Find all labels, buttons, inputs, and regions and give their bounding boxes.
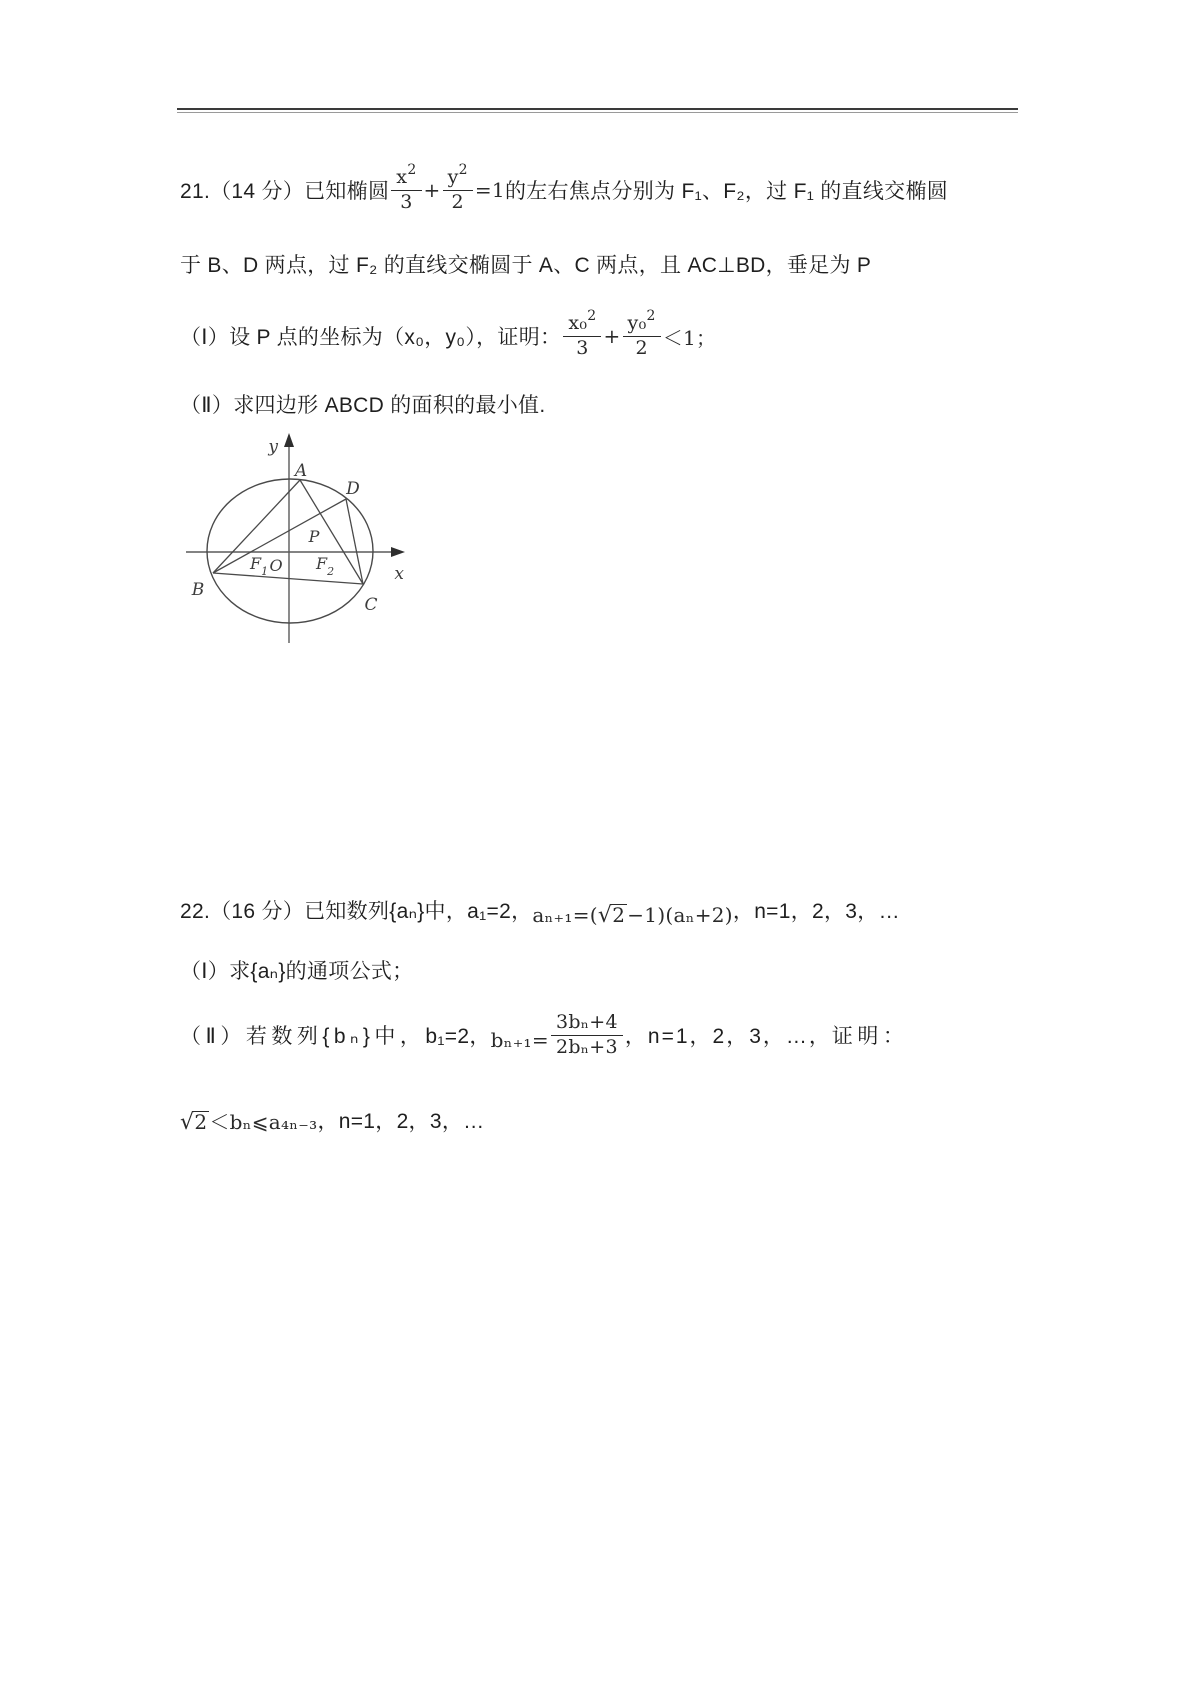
p22-part2-proof: 证明： xyxy=(831,1025,909,1048)
frac-sup: 2 xyxy=(646,307,656,324)
frac-sup: 2 xyxy=(407,161,417,178)
x-axis-arrow-icon xyxy=(391,547,405,557)
plus-sign: + xyxy=(423,178,441,202)
inequality-eq xyxy=(180,1106,317,1135)
frac-num-y0: y₀ xyxy=(627,311,647,334)
fraction-y2-over-2 xyxy=(443,161,473,214)
p22-part2-lead: （Ⅱ）若数列{bₙ}中， xyxy=(180,1025,426,1048)
eq-b-lhs: bₙ₊₁= xyxy=(490,1028,549,1052)
p21-line1-tail: 的左右焦点分别为 F₁、F₂，过 F₁ 的直线交椭圆 xyxy=(504,180,949,203)
frac-den-2bn3: 2bₙ+3 xyxy=(555,1035,618,1058)
segment-BC xyxy=(213,573,363,584)
p21-part2-text: （Ⅱ）求四边形 ABCD 的面积的最小值. xyxy=(180,394,546,417)
point-label-D: D xyxy=(346,479,360,499)
problem-22-line-4 xyxy=(180,1098,484,1142)
eq-a-post: −1)(aₙ+2) xyxy=(627,902,733,927)
plus-sign: + xyxy=(603,324,621,348)
frac-den: 2 xyxy=(635,336,648,359)
ellipse-curve xyxy=(207,479,373,623)
inequality-body: ＜bₙ⩽a₄ₙ₋₃ xyxy=(209,1109,318,1134)
p21-line2-text: 于 B、D 两点，过 F₂ 的直线交椭圆于 A、C 两点，且 AC⊥BD，垂足为 P xyxy=(180,254,872,277)
y-axis-label: y xyxy=(268,437,278,457)
frac-num-3bn4: 3bₙ+4 xyxy=(551,1012,623,1036)
point-label-A: A xyxy=(294,461,308,481)
frac-den: 3 xyxy=(400,190,413,213)
frac-den: 3 xyxy=(576,336,589,359)
problem-22-part1 xyxy=(180,956,413,984)
frac-sup: 2 xyxy=(458,161,468,178)
x-axis-label: x xyxy=(394,564,404,584)
point-label-P: P xyxy=(308,527,320,546)
fraction-x02-over-3 xyxy=(563,307,601,360)
fraction-x2-over-3 xyxy=(391,161,421,214)
p22-part2-tail: ，n=1，2，3，…， xyxy=(624,1025,832,1048)
focus-label-F1-sub: 1 xyxy=(261,565,269,578)
equals-one: =1 xyxy=(474,178,505,202)
frac-den: 2 xyxy=(451,190,464,213)
p22-line1-lead: 22.（16 分）已知数列{aₙ}中，a₁=2， xyxy=(180,900,533,923)
p22-part1-text: （Ⅰ）求{aₙ}的通项公式； xyxy=(180,960,414,983)
origin-label-O: O xyxy=(269,556,283,575)
point-label-C: C xyxy=(364,595,378,615)
ellipse-figure xyxy=(168,395,418,653)
p22-line4-tail: ，n=1，2，3，… xyxy=(317,1110,485,1133)
focus-label-F2-sub: 2 xyxy=(327,565,335,578)
sqrt-icon: √ xyxy=(180,1109,195,1135)
fraction-y02-over-2 xyxy=(623,307,661,360)
problem-21-line-1 xyxy=(180,150,948,230)
problem-21-line-2 xyxy=(180,250,871,278)
focus-label-F2: $F_2$ xyxy=(316,554,335,578)
problem-21-part1 xyxy=(180,296,716,376)
frac-num-y: y xyxy=(447,165,459,188)
p22-line1-tail: ，n=1，2，3，… xyxy=(732,900,900,923)
eq-a-pre: aₙ₊₁=( xyxy=(532,902,598,927)
p21-part1-lead: （Ⅰ）设 P 点的坐标为（x₀，y₀），证明： xyxy=(180,326,562,349)
frac-num-x0: x₀ xyxy=(568,311,588,334)
recurrence-a xyxy=(532,903,733,928)
sqrt-icon: √ xyxy=(597,902,613,928)
point-label-B: B xyxy=(191,580,205,600)
y-axis-arrow-icon xyxy=(284,433,294,447)
frac-sup: 2 xyxy=(587,307,597,324)
radicand: 2 xyxy=(194,1109,208,1134)
less-than-one: ＜1； xyxy=(662,325,717,350)
section-divider xyxy=(177,108,1018,113)
fraction-3bn4-over-2bn3 xyxy=(551,1012,623,1059)
p21-line1-lead: 21.（14 分）已知椭圆 xyxy=(180,180,390,203)
p22-part2-b1: b₁=2， xyxy=(425,1025,491,1048)
focus-label-F1: $F_1$ xyxy=(250,554,269,578)
problem-22-line-1 xyxy=(180,880,900,940)
problem-22-part2 xyxy=(180,995,908,1075)
frac-num-x: x xyxy=(396,165,408,188)
radicand: 2 xyxy=(612,902,626,927)
ellipse-diagram xyxy=(168,395,418,653)
